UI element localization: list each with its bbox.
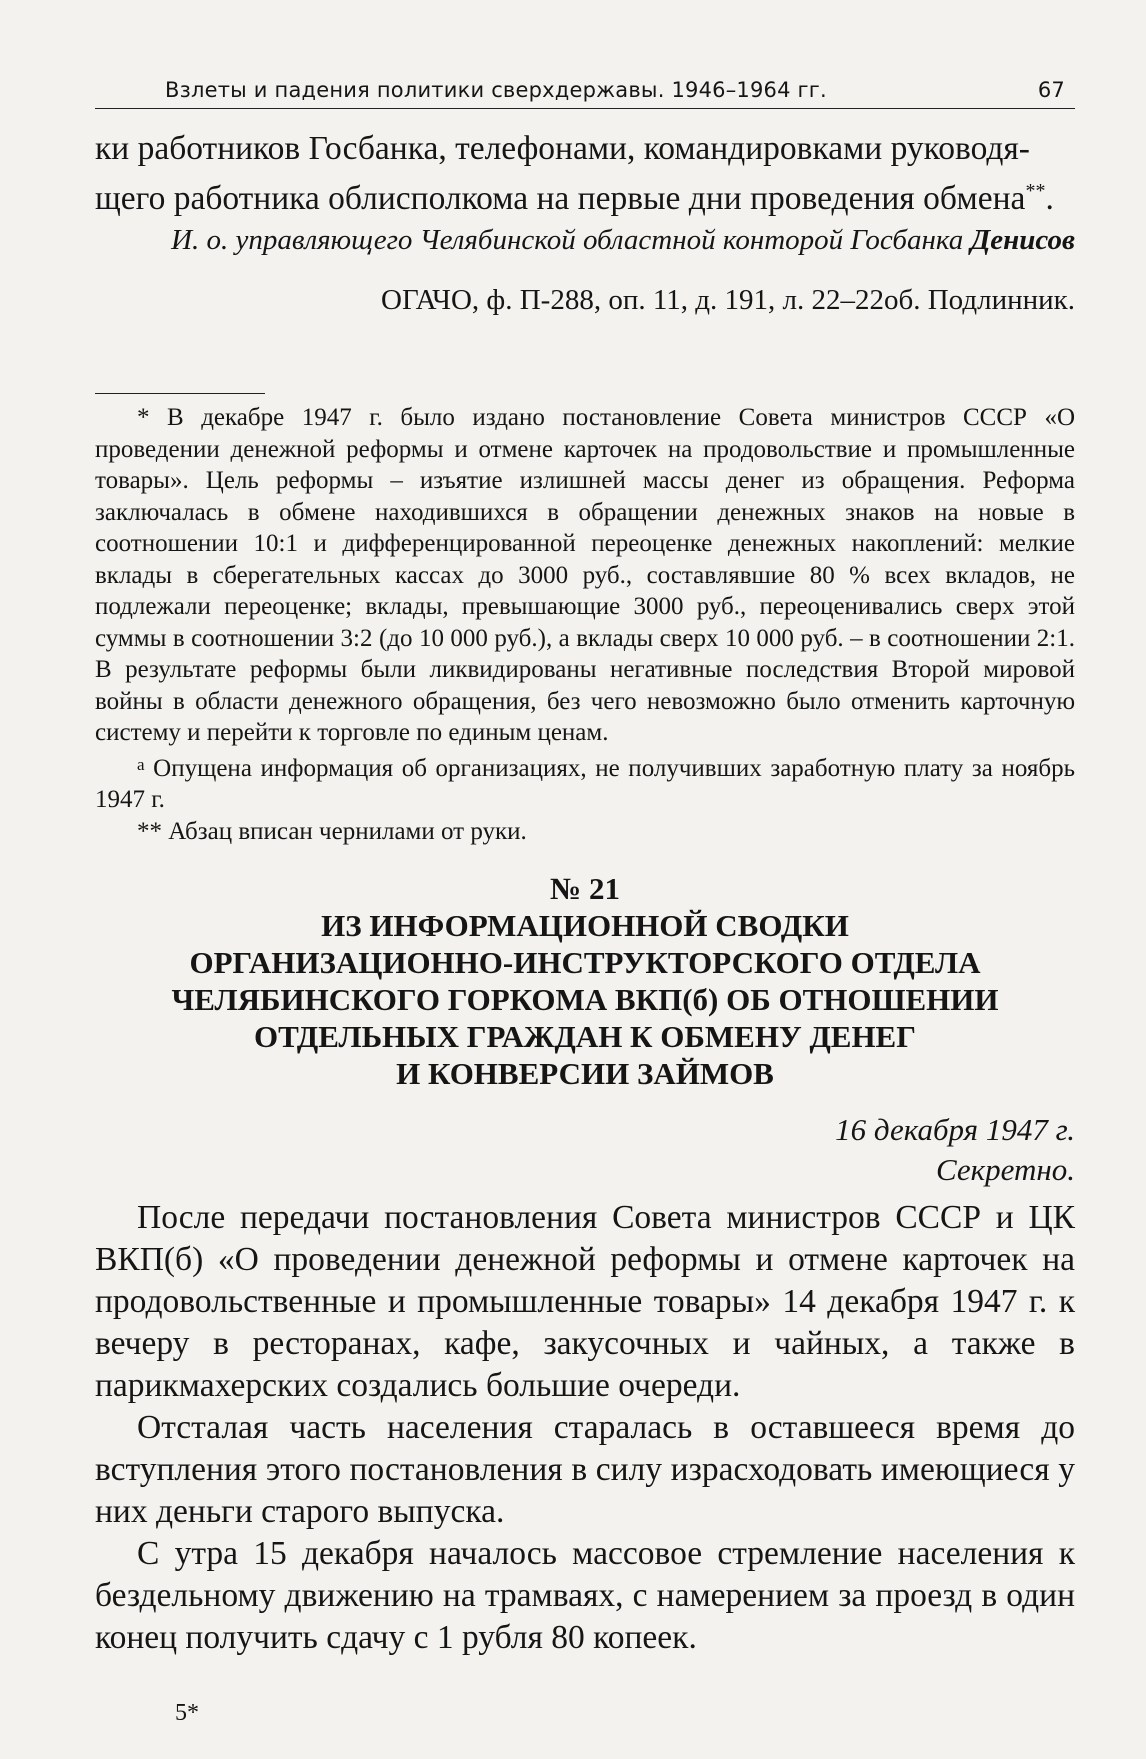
footnote-a [95, 749, 1075, 816]
paragraph-1: После передачи постановления Совета министров СССР и ЦК ВКП(б) «О проведении денежной реформы и отмене карточек на продовольственные и промышленные товары» 14 декабря 1947 г. к вечеру в ресторанах, кафе, закусочных и чайных, а также в парикмахерских создались большие очереди. [95, 1199, 1075, 1404]
dateline [95, 1110, 1075, 1190]
archive-reference: ОГАЧО, ф. П-288, оп. 11, д. 191, л. 22–22об. Подлинник. [381, 284, 1075, 316]
footnote-divider [95, 393, 265, 394]
signature-mark: 5* [175, 1700, 199, 1726]
footnote-star: * В декабре 1947 г. было издано постановление Совета министров СССР «О проведении денежной реформы и отмене карточек на продовольствие и промышленные товары». Цель реформы – изъятие излишней массы денег из обращения. Реформа заключалась в обмене находившихся в обращении денежных знаков на новые в соотношении 10:1 и дифференцированной переоценке денежных накоплений: мелкие вклады в сберегательных кассах до 3000 руб., составлявшие 80 % всех вкладов, не подлежали переоценке; вклады, превышающие 3000 руб., переоценивались сверх этой суммы в соотношении 3:2 (до 10 000 руб.), а вклады сверх 10 000 руб. – в соотношении 2:1. В результате реформы были ликвидированы негативные последствия Второй мировой войны в области денежного обращения, без чего невозможно было отменить карточную систему и перейти к торговле по единым ценам. [95, 404, 1075, 746]
paragraph-2: Отсталая часть населения старалась в оставшееся время до вступления этого постановления в силу израсходовать имеющиеся у них деньги старого выпуска. [95, 1409, 1075, 1530]
document-title-line-3: ЧЕЛЯБИНСКОГО ГОРКОМА ВКП(б) ОБ ОТНОШЕНИИ [171, 982, 999, 1017]
continued-line-2-wrap [95, 170, 1075, 220]
document-title-line-1: ИЗ ИНФОРМАЦИОННОЙ СВОДКИ [321, 908, 849, 943]
footnote-ref-double-star: ** [1025, 180, 1046, 202]
paragraph-3: С утра 15 декабря началось массовое стремление населения к бездельному движению на трамваях, с намерением за проезд в один конец получить сдачу с 1 рубля 80 копеек. [95, 1535, 1075, 1656]
page-number: 67 [1037, 78, 1065, 102]
document-classification: Секретно. [935, 1152, 1075, 1187]
running-title: Взлеты и падения политики сверхдержавы. 1946–1964 гг. [165, 78, 827, 102]
document-title-line-4: ОТДЕЛЬНЫХ ГРАЖДАН К ОБМЕНУ ДЕНЕГ [254, 1019, 916, 1054]
continued-line-1: ки работников Госбанка, телефонами, командировками руководя- [95, 130, 1030, 167]
document-heading [95, 870, 1075, 1092]
signature-name: Денисов [970, 224, 1075, 256]
footnotes [95, 402, 1075, 847]
signature-line [95, 222, 1075, 258]
document-number: № 21 [550, 871, 620, 906]
signature-position: И. о. управляющего Челябинской областной конторой Госбанка [171, 224, 964, 256]
continued-text [95, 128, 1075, 220]
continued-line-2: щего работника облисполкома на первые дни проведения обмена [95, 180, 1026, 217]
running-header [95, 72, 1075, 109]
footnote-a-mark: а [137, 754, 145, 774]
document-title-line-5: И КОНВЕРСИИ ЗАЙМОВ [396, 1056, 774, 1091]
footnote-double-star: ** Абзац вписан чернилами от руки. [137, 817, 527, 845]
document-title-line-2: ОРГАНИЗАЦИОННО-ИНСТРУКТОРСКОГО ОТДЕЛА [189, 945, 981, 980]
document-date: 16 декабря 1947 г. [835, 1112, 1075, 1147]
main-text [95, 1197, 1075, 1659]
footnote-a-text: Опущена информация об организациях, не получивших заработную плату за ноябрь 1947 г. [95, 754, 1075, 813]
continued-line-2-end: . [1045, 180, 1054, 217]
